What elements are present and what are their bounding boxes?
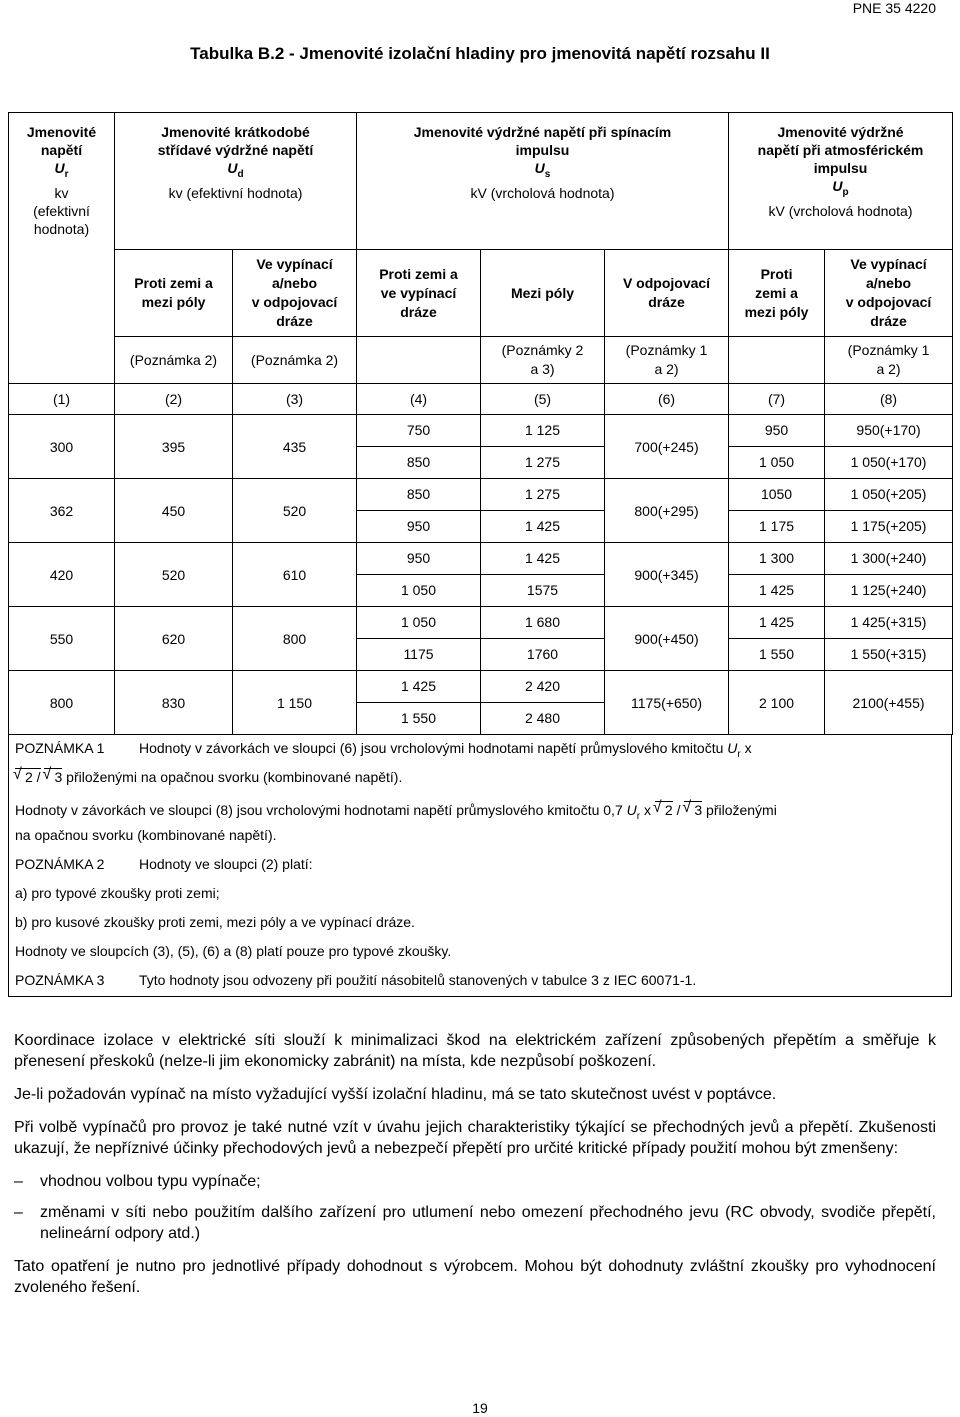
cell-p7: 1050 1 175 xyxy=(729,479,825,543)
paragraph: Koordinace izolace v elektrické síti slouží k minimalizaci škod na elektrickém zařízení způsobených přepětím a směřuje k přenesení přeskoků (nelze-li jim ekonomicky zabránit) na místa, kde nezpůsobí poškození. xyxy=(14,1032,936,1070)
col-number: (2) xyxy=(115,384,233,415)
col-number: (6) xyxy=(605,384,729,415)
note-1: POZNÁMKA 1 Hodnoty v závorkách ve sloupci (6) jsou vrcholovými hodnotami napětí průmyslového kmitočtu $U_r$ x xyxy=(15,740,752,760)
sqrt-symbol: √ 3 xyxy=(44,768,62,785)
insulation-levels-table-wrapper xyxy=(8,112,952,997)
cell-d3: 800 xyxy=(233,607,357,671)
page-number: 19 xyxy=(472,1400,488,1416)
col-number: (1) xyxy=(9,384,115,415)
note-3: POZNÁMKA 3 Tyto hodnoty jsou odvozeny při použití násobitelů stanovených v tabulce 3 z IEC 60071-1. xyxy=(15,971,697,988)
cell-s5: 1 275 1 425 xyxy=(481,479,605,543)
paragraph: Tato opatření je nutno pro jednotlivé případy dohodnout s výrobcem. Mohou být dohodnuty zvláštní zkoušky pro vyhodnocení zvoleného řešení. xyxy=(14,1258,936,1296)
list-item: – změnami v síti nebo použitím dalšího zařízení pro utlumení nebo omezení přechodného jevu (RC obvody, svodiče přepětí, nelineární odpory atd.) xyxy=(14,1204,936,1242)
header-row-subheaders xyxy=(9,250,953,337)
cell-p8: 2100(+455) xyxy=(825,671,953,735)
note-2a: a) pro typové zkoušky proti zemi; xyxy=(15,884,220,901)
note-2c: Hodnoty ve sloupcích (3), (5), (6) a (8) platí pouze pro typové zkoušky. xyxy=(15,942,452,959)
cell-ud: 830 xyxy=(115,671,233,735)
cell-ur: 550 xyxy=(9,607,115,671)
note-ref-col5: (Poznámky 2 a 3) xyxy=(481,337,605,384)
cell-s4: 850 950 xyxy=(357,479,481,543)
insulation-levels-table xyxy=(8,112,953,735)
cell-s6: 700(+245) xyxy=(605,415,729,479)
cell-ur: 800 xyxy=(9,671,115,735)
note-ref-col2: (Poznámka 2) xyxy=(115,337,233,384)
cell-ur: 300 xyxy=(9,415,115,479)
cell-ur: 362 xyxy=(9,479,115,543)
cell-s4: 1 425 1 550 xyxy=(357,671,481,735)
dash-list xyxy=(14,1171,936,1244)
note-ref-col1 xyxy=(9,337,115,384)
table-row xyxy=(9,671,953,735)
sqrt-symbol: √ 3 xyxy=(684,801,702,818)
body-text xyxy=(14,1030,936,1310)
cell-ud: 395 xyxy=(115,415,233,479)
subheader-col4: Proti zemi a ve vypínací dráze xyxy=(357,250,481,337)
table-row xyxy=(9,479,953,543)
note-ref-col4 xyxy=(357,337,481,384)
header-up: Jmenovité výdržné napětí při atmosférickém impulsu $U_p$ kV (vrcholová hodnota) xyxy=(729,113,953,250)
cell-s5: 1 680 1760 xyxy=(481,607,605,671)
table-row xyxy=(9,607,953,671)
cell-p8: 1 050(+205) 1 175(+205) xyxy=(825,479,953,543)
note-2b: b) pro kusové zkoušky proti zemi, mezi póly a ve vypínací dráze. xyxy=(15,913,415,930)
col-number: (5) xyxy=(481,384,605,415)
table-row xyxy=(9,415,953,479)
subheader-col3: Ve vypínací a/nebo v odpojovací dráze xyxy=(233,250,357,337)
cell-ud: 450 xyxy=(115,479,233,543)
cell-s5: 2 420 2 480 xyxy=(481,671,605,735)
note-ref-col6: (Poznámky 1 a 2) xyxy=(605,337,729,384)
header-us: Jmenovité výdržné napětí při spínacím impulsu $U_s$ kV (vrcholová hodnota) xyxy=(357,113,729,250)
subheader-col8: Ve vypínací a/nebo v odpojovací dráze xyxy=(825,250,953,337)
subheader-col5: Mezi póly xyxy=(481,250,605,337)
cell-p7: 1 300 1 425 xyxy=(729,543,825,607)
col-number: (8) xyxy=(825,384,953,415)
subheader-col7: Proti zemi a mezi póly xyxy=(729,250,825,337)
sqrt-symbol: √ 2 / xyxy=(15,768,41,785)
subheader-col2: Proti zemi a mezi póly xyxy=(115,250,233,337)
cell-s5: 1 425 1575 xyxy=(481,543,605,607)
cell-s6: 900(+345) xyxy=(605,543,729,607)
paragraph: Při volbě vypínačů pro provoz je také nutné vzít v úvahu jejich charakteristiky týkající se přechodných jevů a přepětí. Zkušenosti ukazují, že nepříznivé účinky přechodových jevů a nebezpečí přepětí pro určité kritické případy použití mohou být zmenšeny: xyxy=(14,1119,936,1157)
cell-ur: 420 xyxy=(9,543,115,607)
cell-s6: 1175(+650) xyxy=(605,671,729,735)
col-number: (4) xyxy=(357,384,481,415)
table-caption: Tabulka B.2 - Jmenovité izolační hladiny pro jmenovitá napětí rozsahu II xyxy=(190,44,770,63)
cell-s6: 800(+295) xyxy=(605,479,729,543)
table-notes xyxy=(8,735,952,997)
note-col8: Hodnoty v závorkách ve sloupci (8) jsou vrcholovými hodnotami napětí průmyslového kmitočtu 0,7 $U_r$ x √ 2 / √ 3 přiloženými xyxy=(9,787,951,826)
cell-s4: 950 1 050 xyxy=(357,543,481,607)
cell-p7: 1 425 1 550 xyxy=(729,607,825,671)
col-number: (7) xyxy=(729,384,825,415)
sqrt-symbol: √ 2 xyxy=(655,801,673,818)
cell-p8: 1 425(+315) 1 550(+315) xyxy=(825,607,953,671)
column-numbers-row xyxy=(9,384,953,415)
note-2: POZNÁMKA 2 Hodnoty ve sloupci (2) platí: xyxy=(15,855,313,872)
cell-s5: 1 125 1 275 xyxy=(481,415,605,479)
cell-p8: 1 300(+240) 1 125(+240) xyxy=(825,543,953,607)
cell-d3: 1 150 xyxy=(233,671,357,735)
header-ur: Jmenovité napětí $U_r$ kv (efektivní hodnota) xyxy=(9,113,115,337)
cell-s4: 750 850 xyxy=(357,415,481,479)
header-ud: Jmenovité krátkodobé střídavé výdržné napětí $U_d$ kv (efektivní hodnota) xyxy=(115,113,357,250)
cell-ud: 520 xyxy=(115,543,233,607)
cell-p8: 950(+170) 1 050(+170) xyxy=(825,415,953,479)
subheader-col6: V odpojovací dráze xyxy=(605,250,729,337)
note-ref-col7 xyxy=(729,337,825,384)
col-number: (3) xyxy=(233,384,357,415)
note-ref-col3: (Poznámka 2) xyxy=(233,337,357,384)
cell-d3: 610 xyxy=(233,543,357,607)
cell-p7: 2 100 xyxy=(729,671,825,735)
cell-d3: 520 xyxy=(233,479,357,543)
standard-code: PNE 35 4220 xyxy=(852,0,936,16)
list-item: – vhodnou volbou typu vypínače; xyxy=(14,1173,261,1190)
paragraph: Je-li požadován vypínač na místo vyžadující vyšší izolační hladinu, má se tato skutečnost uvést v poptávce. xyxy=(14,1086,777,1103)
header-row-groups xyxy=(9,113,953,250)
table-row xyxy=(9,543,953,607)
cell-s6: 900(+450) xyxy=(605,607,729,671)
cell-d3: 435 xyxy=(233,415,357,479)
header-row-notes xyxy=(9,337,953,384)
note-1-cont: √ 2 / √ 3 přiloženými na opačnou svorku (kombinované napětí). xyxy=(9,764,951,787)
note-ref-col8: (Poznámky 1 a 2) xyxy=(825,337,953,384)
cell-ud: 620 xyxy=(115,607,233,671)
cell-p7: 950 1 050 xyxy=(729,415,825,479)
note-col8-cont: na opačnou svorku (kombinované napětí). xyxy=(15,826,277,843)
cell-s4: 1 050 1175 xyxy=(357,607,481,671)
